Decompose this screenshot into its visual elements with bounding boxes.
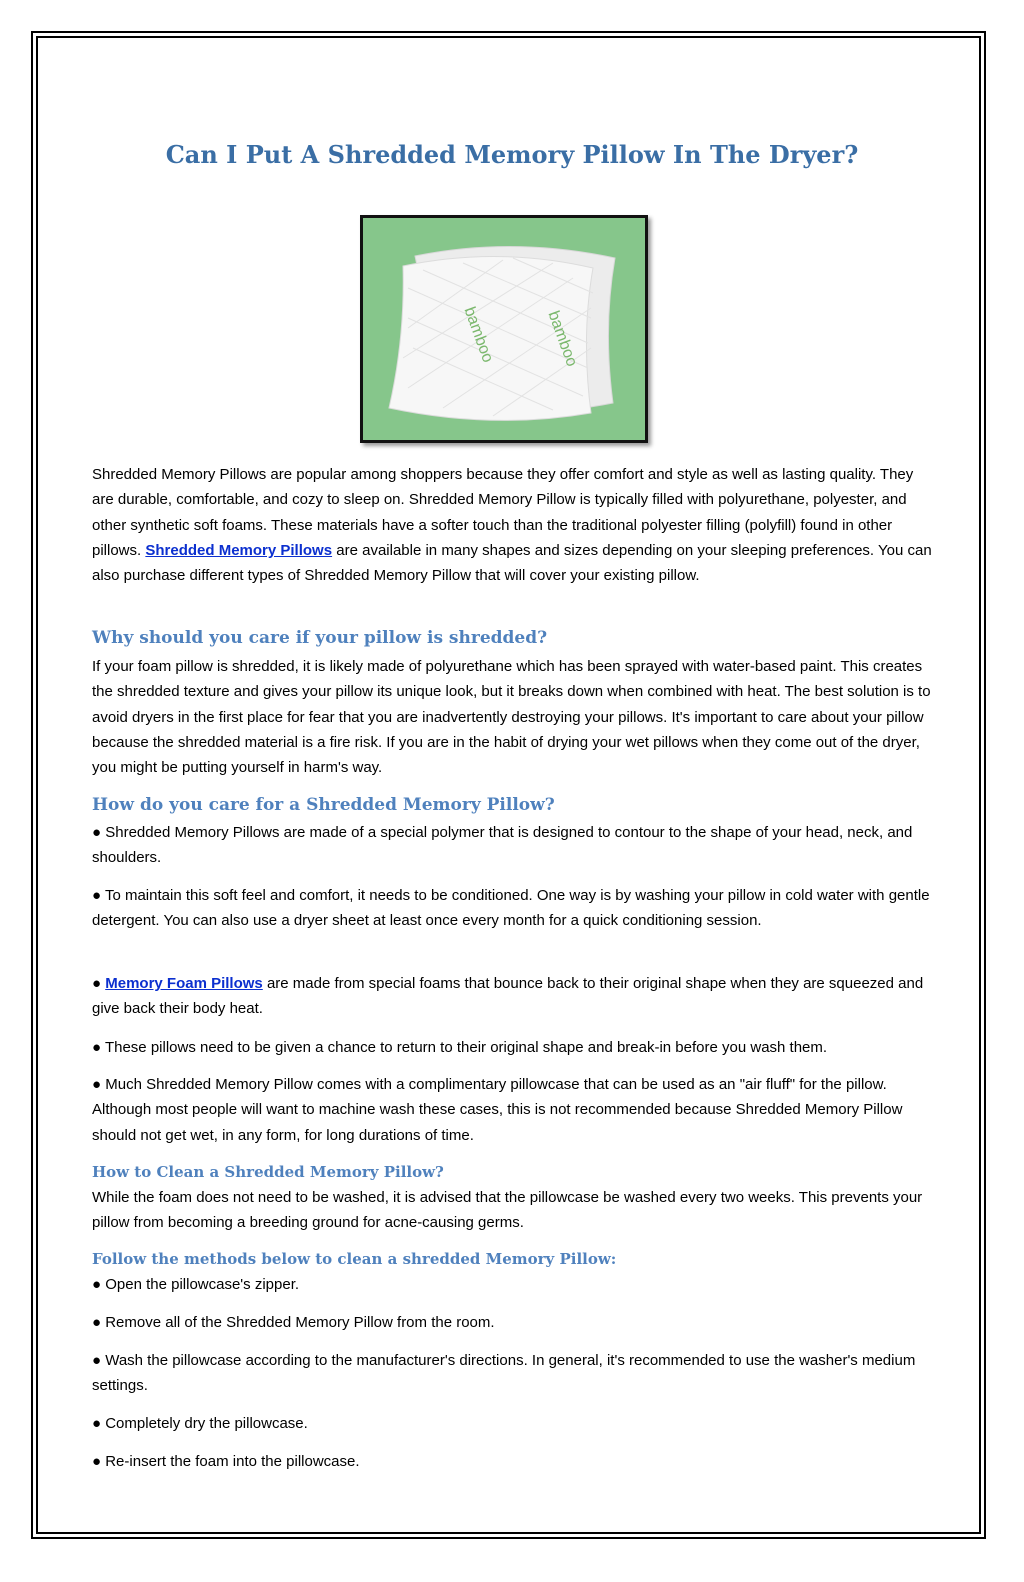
pillow-image bbox=[360, 215, 648, 443]
care-bullet-5: ● Much Shredded Memory Pillow comes with a complimentary pillowcase that can be used as an "air fluff" for the pillow. Although most people will want to machine wash these cases, this is not recommended because Shredded Memory Pillow should not get wet, in any form, for long durations of time. bbox=[92, 1076, 903, 1144]
clean-step-4: ● Completely dry the pillowcase. bbox=[92, 1415, 308, 1432]
section-why-care-body: If your foam pillow is shredded, it is likely made of polyurethane which has been sprayed with water-based paint. This creates the shredded texture and gives your pillow its unique look, but it breaks down when combined with heat. The best solution is to avoid dryers in the first place for fear that you are inadvertently destroying your pillows. It's important to care about your pillow because the shredded material is a fire risk. If you are in the habit of drying your wet pillows when they come out of the dryer, you might be putting yourself in harm's way. bbox=[92, 658, 931, 777]
intro-text-1: Shredded Memory Pillows are popular among shoppers because they offer comfort and style as well as lasting quality. They are durable, comfortable, and cozy to sleep on. Shredded Memory Pillow is typically filled with polyurethane, polyester, and other synthetic soft foams. These materials have a softer touch than the traditional polyester filling (polyfill) found in other pillows. bbox=[92, 466, 914, 559]
pillow-photo-icon bbox=[363, 218, 645, 440]
intro-text-2: are available in many shapes and sizes depending on your sleeping preferences. You can also purchase different types of Shredded Memory Pillow that will cover your existing pillow. bbox=[92, 541, 932, 585]
section-heading-how-to-clean: How to Clean a Shredded Memory Pillow? bbox=[92, 1163, 444, 1181]
section-heading-why-care: Why should you care if your pillow is shredded? bbox=[92, 628, 548, 648]
section-heading-methods: Follow the methods below to clean a shredded Memory Pillow: bbox=[92, 1250, 617, 1268]
care-bullet-1: ● Shredded Memory Pillows are made of a special polymer that is designed to contour to the shape of your head, neck, and shoulders. bbox=[92, 824, 913, 867]
page-title: Can I Put A Shredded Memory Pillow In The Dryer? bbox=[165, 140, 859, 169]
pillow-brand-text: bamboo bbox=[460, 304, 497, 365]
memory-foam-pillows-link[interactable]: Memory Foam Pillows bbox=[105, 975, 263, 992]
care-bullet-2: ● To maintain this soft feel and comfort, it needs to be conditioned. One way is by washing your pillow in cold water with gentle detergent. You can also use a dryer sheet at least once every month for a quick conditioning session. bbox=[92, 887, 930, 930]
care-bullet-3 bbox=[92, 971, 932, 1022]
clean-step-5: ● Re-insert the foam into the pillowcase. bbox=[92, 1453, 360, 1470]
section-heading-how-care: How do you care for a Shredded Memory Pillow? bbox=[92, 795, 555, 815]
intro-paragraph bbox=[92, 462, 932, 588]
clean-step-3: ● Wash the pillowcase according to the manufacturer's directions. In general, it's recommended to use the washer's medium settings. bbox=[92, 1352, 916, 1395]
clean-step-1: ● Open the pillowcase's zipper. bbox=[92, 1276, 300, 1293]
care-bullet-3-text: are made from special foams that bounce back to their original shape when they are squeezed and give back their body heat. bbox=[92, 975, 924, 1018]
section-how-to-clean-body: While the foam does not need to be washed, it is advised that the pillowcase be washed every two weeks. This prevents your pillow from becoming a breeding ground for acne-causing germs. bbox=[92, 1189, 923, 1232]
shredded-memory-pillows-link[interactable]: Shredded Memory Pillows bbox=[145, 541, 333, 559]
care-bullet-4: ● These pillows need to be given a chance to return to their original shape and break-in before you wash them. bbox=[92, 1039, 828, 1056]
pillow-brand-text-2: bamboo bbox=[544, 308, 581, 369]
bullet-marker: ● bbox=[92, 975, 106, 992]
clean-step-2: ● Remove all of the Shredded Memory Pillow from the room. bbox=[92, 1314, 495, 1331]
